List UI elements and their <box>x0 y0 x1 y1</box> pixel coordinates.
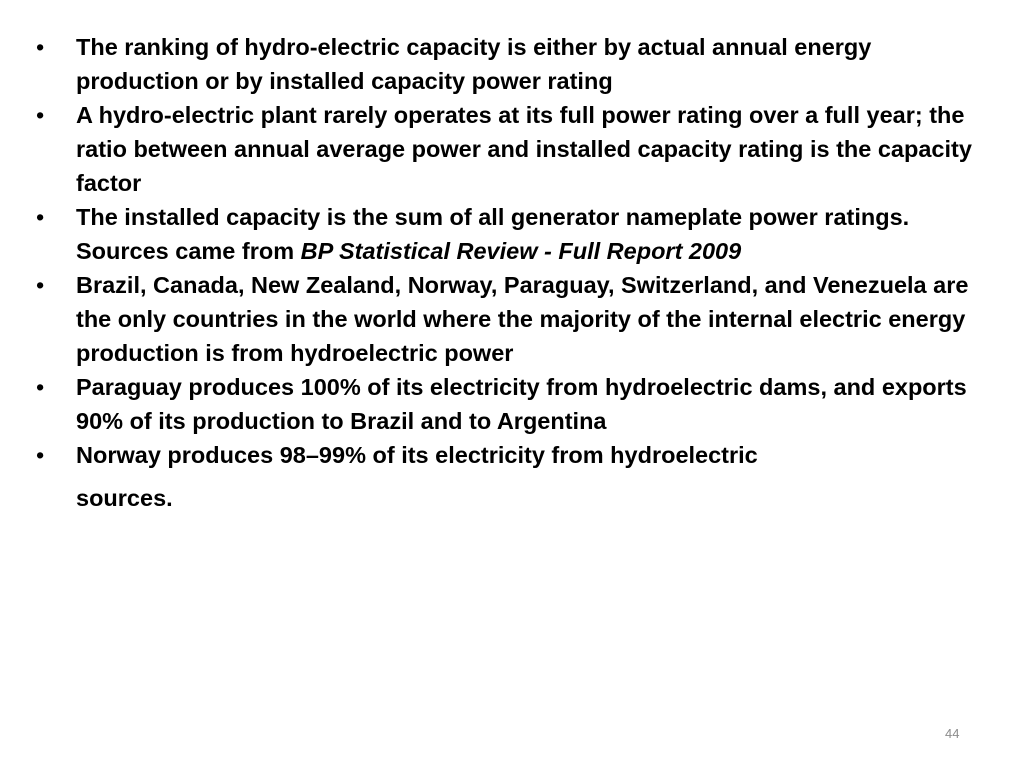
bullet-text: Paraguay produces 100% of its electricity from hydroelectric dams, and exports 90% of its production to Brazil and to Argentina <box>76 374 967 434</box>
slide-body <box>36 30 986 515</box>
source-citation: BP Statistical Review - Full Report 2009 <box>300 238 742 264</box>
bullet-icon: • <box>36 204 45 230</box>
bullet-list <box>36 30 986 515</box>
bullet-icon: • <box>36 374 45 400</box>
page-number: 44 <box>945 726 960 741</box>
bullet-text: A hydro-electric plant rarely operates at its full power rating over a full year; the ratio between annual average power and installed capacity rating is the capacity factor <box>76 102 972 196</box>
bullet-item-capacity-factor <box>36 98 986 200</box>
bullet-icon: • <box>36 102 45 128</box>
bullet-icon: • <box>36 442 45 468</box>
bullet-item-norway <box>36 438 986 515</box>
bullet-icon: • <box>36 272 45 298</box>
bullet-item-capacity-ranking <box>36 30 986 98</box>
bullet-text: Brazil, Canada, New Zealand, Norway, Paraguay, Switzerland, and Venezuela are the only countries in the world where the majority of the internal electric energy production is from hydroelectric power <box>76 272 969 366</box>
bullet-text: The ranking of hydro-electric capacity is either by actual annual energy production or by installed capacity power rating <box>76 34 872 94</box>
bullet-text-continued: sources. <box>76 485 173 511</box>
bullet-text: Norway produces 98–99% of its electricity from hydroelectric <box>76 442 758 468</box>
bullet-icon: • <box>36 34 45 60</box>
bullet-item-paraguay <box>36 370 986 438</box>
bullet-text: The installed capacity is the sum of all generator nameplate power ratings. Sources came from <box>76 204 910 264</box>
bullet-item-installed-capacity <box>36 200 986 268</box>
bullet-item-hydro-majority-countries <box>36 268 986 370</box>
